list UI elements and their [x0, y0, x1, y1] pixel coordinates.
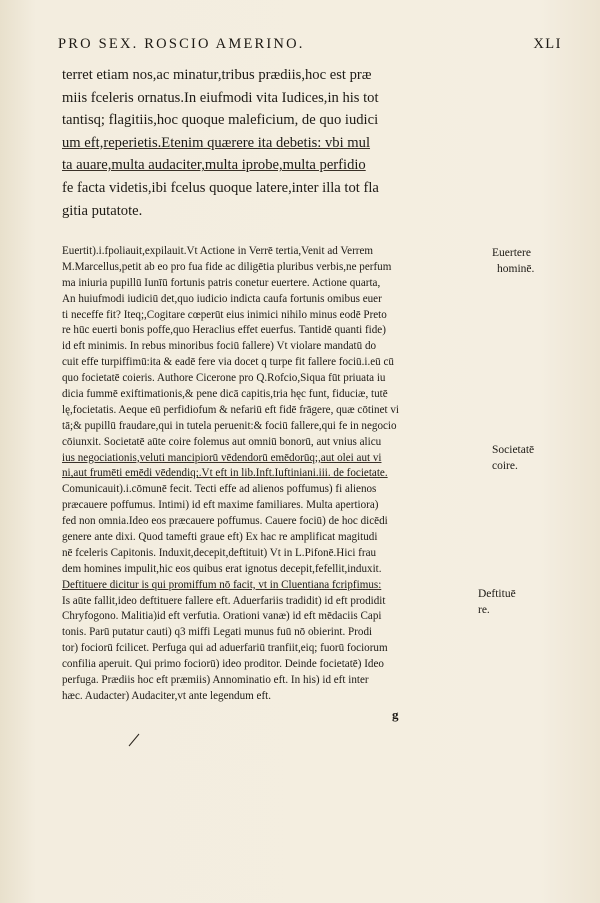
commentary-line: ni,aut frumēti emēdi vēdendiq;.Vt eft in lib.Inft.Iuftiniani.iii. de focietate.	[62, 467, 388, 480]
commentary-line: id eft minimis. In rebus minoribus fociū fallere) Vt violare mandatū do	[62, 340, 377, 353]
commentary-line: re hūc euerti bonis poffe,quo Heraclius effet euerfus. Tantidē quanti fide)	[62, 324, 386, 337]
commentary-line: tā;& pupillū fraudare,qui in tutela peruenit:& fociū fallere,qui fe in negocio	[62, 419, 397, 432]
commentary-line: An huiufmodi iudiciū det,quo iudicio indicta caufa fortunis omibus euer	[62, 292, 382, 305]
commentary-line: cōiunxit. Societatē aūte coire folemus aut omniū bonorū, aut vnius alicu	[62, 435, 382, 448]
commentary-line: Euertit).i.fpoliauit,expilauit.Vt Actione in Verrē tertia,Venit ad Verrem	[62, 245, 374, 257]
commentary-line: Deftituere dicitur is qui promiffum nō facit, vt in Cluentiana fcripfimus:	[62, 578, 382, 591]
running-head: PRO SEX. ROSCIO AMERINO.	[58, 36, 305, 52]
margin-note-destituere-cont: re.	[478, 604, 490, 616]
commentary-line: nē fceleris Capitonis. Induxit,decepit,deftituit) Vt in L.Pifonē.Hici frau	[62, 546, 377, 559]
commentary-line: Comunicauit).i.cōmunē fecit. Tecti effe ad alienos poffumus) fi alienos	[62, 483, 377, 496]
commentary-line: M.Marcellus,petit ab eo pro fua fide ac diligētia pluribus verbis,ne perfum	[62, 260, 392, 273]
commentary-line: dicia fummē exiftimationis,& pene dicā capitis,tria hęc funt, fiduciæ, tutē	[62, 388, 388, 401]
margin-note-societate: Societatē	[492, 444, 535, 456]
margin-note-euertere-cont: hominē.	[497, 263, 535, 275]
commentary-line: genere ante dixi. Quod tamefti graue eft) Ex hac re amplificat magitudi	[62, 531, 378, 544]
main-text-line: miis fceleris ornatus.In eiufmodi vita Iudices,in his tot	[62, 89, 379, 106]
main-text-block	[62, 64, 482, 222]
commentary-line: dem homines impulit,hic eos quibus erat ignotus decepit,fefellit,induxit.	[62, 562, 382, 575]
page-header	[58, 36, 582, 58]
commentary-line: cuit effe turpiffimū:ita & eadē fere via docet q turpe fit fallere fociū.i.eū cū	[62, 356, 394, 369]
margin-note-euertere: Euertere	[492, 247, 531, 259]
commentary-line: lę,focietatis. Aeque eū perfidiofum & nefariū eft fidē frāgere, quæ cōtinet vi	[62, 403, 399, 416]
commentary-line: confilia aperuit. Qui primo fociorū) ideo proditor. Deinde focietatē) Ideo	[62, 658, 384, 671]
commentary-line: quo focietatē coieris. Authore Cicerone pro Q.Rofcio,Siqua fūt priuata iu	[62, 372, 386, 385]
ink-stroke-mark	[128, 733, 140, 747]
margin-note-societate-cont: coire.	[492, 460, 518, 472]
commentary-line: ti neceffe fit? Iteq;,Cogitare cœperūt eius inimici nihilo minus eodē Preto	[62, 308, 387, 321]
commentary-line: perfuga. Prædiis hoc eft præmiis) Annominatio eft. In his) id eft inter	[62, 674, 369, 687]
commentary-line: præcauere poffumus. Intimi) id eft maxime familiares. Multa apertiora)	[62, 499, 379, 512]
folio-number: XLI	[533, 36, 562, 52]
commentary-line: tor) fociorū fcilicet. Perfuga qui ad aduerfariū tranfiit,eiq; fuorū fociorum	[62, 642, 388, 655]
main-text-line: gitia putatote.	[62, 202, 143, 219]
commentary-line: ma iniuria pupillū Iunīū fortunis patris conetur euertere. Actione quarta,	[62, 276, 381, 289]
commentary-line: Chryfogono. Malitia)id eft verfutia. Orationi vanæ) id eft mēdaciis Capi	[62, 610, 382, 623]
commentary-line: Is aūte fallit,ideo deftituere fallere eft. Aduerfariis tradidit) id eft prodidit	[62, 594, 386, 607]
margin-note-destituere: Deftituē	[478, 588, 516, 600]
commentary-line: fed non omnia.Ideo eos præcauere poffumus. Cauere fociū) de hoc dicēdi	[62, 515, 388, 528]
commentary-line: tonis. Parū putatur cauti) q3 miffi Legati munus fuū nō obierint. Prodi	[62, 626, 373, 639]
main-text-line: ta auare,multa audaciter,multa iprobe,multa perfidio	[62, 157, 366, 174]
signature-mark: g	[392, 707, 399, 722]
main-text-line: terret etiam nos,ac minatur,tribus prædiis,hoc est præ	[62, 67, 372, 83]
commentary-line: ius negociationis,veluti mancipiorū vēdendorū emēdorūq;,aut olei aut vi	[62, 451, 382, 464]
main-text-line: um eft,reperietis.Etenim quærere ita debetis: vbi mul	[62, 134, 371, 151]
commentary-line: hæc. Audacter) Audaciter,vt ante legendum eft.	[62, 689, 272, 702]
main-text-line: tantisq; flagitiis,hoc quoque maleficium, de quo iudici	[62, 112, 379, 129]
commentary-block	[62, 244, 470, 705]
main-text-line: fe facta videtis,ibi fcelus quoque latere,inter illa tot fla	[62, 179, 379, 196]
